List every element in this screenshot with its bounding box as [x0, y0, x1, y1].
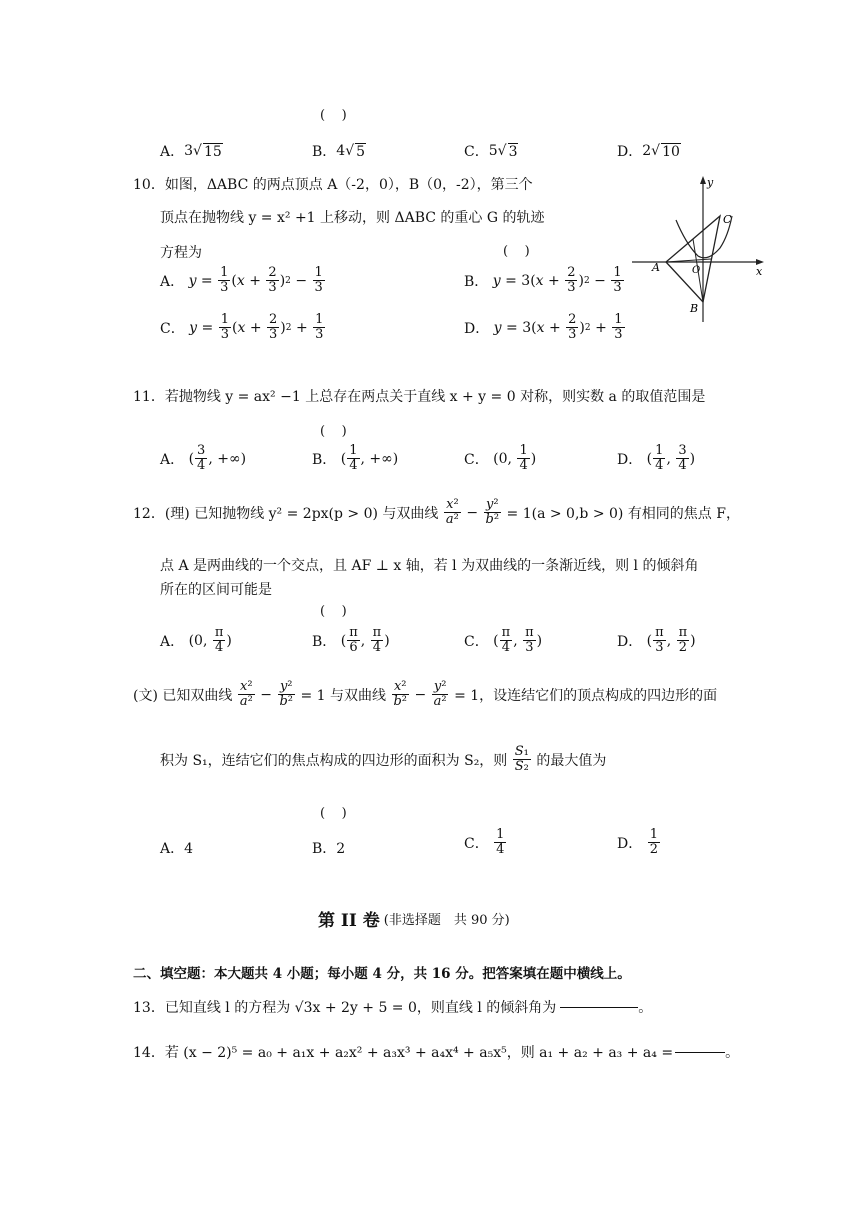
option-label: D． — [617, 451, 643, 468]
q14-end: 。 — [725, 1045, 740, 1061]
wen-line2: 积为 S₁，连结它们的焦点构成的四边形的面积为 S₂，则 $\frac{\text{S₁}}{\text{S₂}}$ 的最大值为 — [160, 744, 607, 774]
option-label: D． — [617, 835, 643, 852]
wen-line1-end: = 1，设连结它们的顶点构成的四边形的面 — [454, 687, 718, 704]
q12-option-c: C． ( $\frac{\pi}{4}$ , $\frac{\pi}{3}$ ) — [464, 625, 543, 655]
q12-line1-end: = 1(a > 0,b > 0) 有相同的焦点 F， — [506, 505, 740, 522]
fig-point-b: B — [690, 302, 699, 315]
option-coef: 3 — [184, 143, 194, 159]
q10-option-b: B． y = 3( x + $\frac{2}{3}$ ) 2 − $\frac{1}{3}$ — [464, 265, 622, 295]
option-label: A． — [160, 144, 185, 160]
q12-answer-paren: ( ) — [320, 604, 347, 619]
option-label: C． — [464, 144, 489, 160]
q10-option-d: D． y = 3( x + $\frac{2}{3}$ ) 2 + $\frac{1}{3}$ — [464, 312, 623, 342]
option-label: C． — [160, 320, 185, 337]
q11-option-d: D． ( $\frac{1}{4}$ , $\frac{3}{4}$ ) — [617, 443, 696, 473]
q14-answer-blank[interactable] — [675, 1052, 725, 1053]
q11-option-b: B． ( $\frac{1}{4}$ , +∞) — [312, 443, 399, 473]
section2-subtitle: (非选择题 共 90 分) — [383, 913, 510, 928]
option-label: B． — [464, 273, 489, 290]
q12-line1: 12．(理) 已知抛物线 y² = 2px(p > 0) 与双曲线 $\frac{\text{x²}}{\text{a²}}$ − $\frac{\text{y²}}{\text{b²}}$ = 1(a > 0,b > 0) 有相同的焦点 F， — [133, 497, 740, 527]
option-label: C． — [464, 633, 489, 650]
q13-answer-blank[interactable] — [560, 1007, 638, 1008]
option-label: A．4 — [160, 841, 194, 857]
wen-answer-paren: ( ) — [320, 806, 347, 821]
q11-option-c: C． (0, $\frac{1}{4}$ ) — [464, 443, 537, 473]
option-radicand: 10 — [662, 143, 680, 160]
option-label: D． — [617, 633, 643, 650]
fig-y-label: y — [707, 176, 714, 189]
option-label: B． — [312, 451, 337, 468]
option-label: A． — [160, 451, 185, 468]
q10-answer-paren: ( ) — [503, 244, 530, 259]
q12-option-d: D． ( $\frac{\pi}{3}$ , $\frac{\pi}{2}$ ) — [617, 625, 696, 655]
q12-line1-start: 12．(理) 已知抛物线 y² = 2px(p > 0) 与双曲线 — [133, 505, 439, 522]
wen-option-b — [312, 838, 345, 858]
q9-answer-paren: ( ) — [320, 108, 347, 123]
option-label: A． — [160, 633, 185, 650]
q12-line2: 点 A 是两曲线的一个交点，且 AF ⊥ x 轴，若 l 为双曲线的一条渐近线，则 l 的倾斜角 — [160, 558, 699, 574]
wen-line1: (文) 已知双曲线 $\frac{\text{x²}}{\text{a²}}$ − $\frac{\text{y²}}{\text{b²}}$ = 1 与双曲线 $\frac{\text{x²}}{\text{b²}}$ − $\frac{\text{y²}}{\text{a²}}$ = 1，设连结它们的顶点构成的四边形的面 — [133, 679, 718, 709]
q12-line3: 所在的区间可能是 — [160, 582, 272, 598]
q9-option-c: C． 5 √ 3 — [464, 143, 518, 160]
wen-option-c: C． $\frac{1}{4}$ — [464, 827, 505, 857]
option-label: A． — [160, 273, 185, 290]
q10-line3: 方程为 — [160, 245, 202, 261]
fig-point-a: A — [652, 261, 660, 274]
q9-option-d: D． 2 √ 10 — [617, 143, 680, 160]
q11-text: 11．若抛物线 y = ax² −1 上总存在两点关于直线 x + y = 0 对称，则实数 a 的取值范围是 — [133, 389, 706, 405]
section2-title: 第 II 卷 — [318, 911, 380, 931]
q10-option-a: A． y = $\frac{1}{3}$ ( x + $\frac{2}{3}$ ) 2 − $\frac{1}{3}$ — [160, 265, 323, 295]
q9-option-b: B． 4 √ 5 — [312, 143, 366, 160]
option-radicand: 15 — [203, 143, 222, 160]
q13-text: 13．已知直线 l 的方程为 √3x + 2y + 5 = 0，则直线 l 的倾斜角为 — [133, 1000, 557, 1016]
fill-heading: 二、填空题：本大题共 4 小题；每小题 4 分，共 16 分。把答案填在题中横线上。 — [133, 966, 631, 982]
option-coef: 4 — [336, 143, 346, 159]
q12-option-b: B． ( $\frac{\pi}{6}$ , $\frac{\pi}{4}$ ) — [312, 625, 390, 655]
option-label: C． — [464, 835, 489, 852]
q11-option-a: A． ( $\frac{3}{4}$ , +∞) — [160, 443, 247, 473]
wen-option-d: D． $\frac{1}{2}$ — [617, 827, 658, 857]
fig-point-o: O — [692, 265, 701, 276]
option-label: D． — [464, 320, 490, 337]
wen-line2-end: 的最大值为 — [536, 752, 607, 769]
option-label: B． — [312, 633, 337, 650]
wen-line1-start: (文) 已知双曲线 — [133, 687, 233, 704]
q12-option-a: A． (0, $\frac{\pi}{4}$ ) — [160, 625, 232, 655]
option-radicand: 5 — [356, 143, 366, 160]
q10-option-c: C． y = $\frac{1}{3}$ ( x + $\frac{2}{3}$ ) 2 + $\frac{1}{3}$ — [160, 312, 324, 342]
q13-end: 。 — [638, 1000, 653, 1016]
option-label: B． — [312, 144, 337, 160]
q10-line1: 10．如图，ΔABC 的两点顶点 A（-2，0），B（0，-2），第三个 — [133, 177, 533, 193]
q11-answer-paren: ( ) — [320, 424, 347, 439]
q10-figure — [628, 174, 768, 324]
option-coef: 5 — [488, 143, 498, 159]
wen-line2-start: 积为 S₁，连结它们的焦点构成的四边形的面积为 S₂，则 — [160, 752, 508, 769]
option-label: D． — [617, 144, 643, 160]
fig-point-c: C — [723, 213, 732, 226]
q13 — [133, 997, 652, 1017]
wen-option-a — [160, 838, 193, 858]
q14 — [133, 1042, 739, 1062]
option-coef: 2 — [642, 143, 652, 159]
section2-heading — [318, 906, 510, 931]
option-radicand: 3 — [508, 143, 518, 160]
q14-text: 14．若 (x − 2)⁵ = a₀ + a₁x + a₂x² + a₃x³ + a₄x⁴ + a₅x⁵，则 a₁ + a₂ + a₃ + a₄ = — [133, 1045, 674, 1061]
q9-option-a: A． 3 √ 15 — [160, 143, 222, 160]
fig-x-label: x — [756, 265, 763, 278]
wen-line1-mid: = 1 与双曲线 — [300, 687, 386, 704]
option-label: C． — [464, 451, 489, 468]
q10-line2: 顶点在抛物线 y = x² +1 上移动，则 ΔABC 的重心 G 的轨迹 — [160, 210, 545, 226]
option-label: B．2 — [312, 841, 346, 857]
